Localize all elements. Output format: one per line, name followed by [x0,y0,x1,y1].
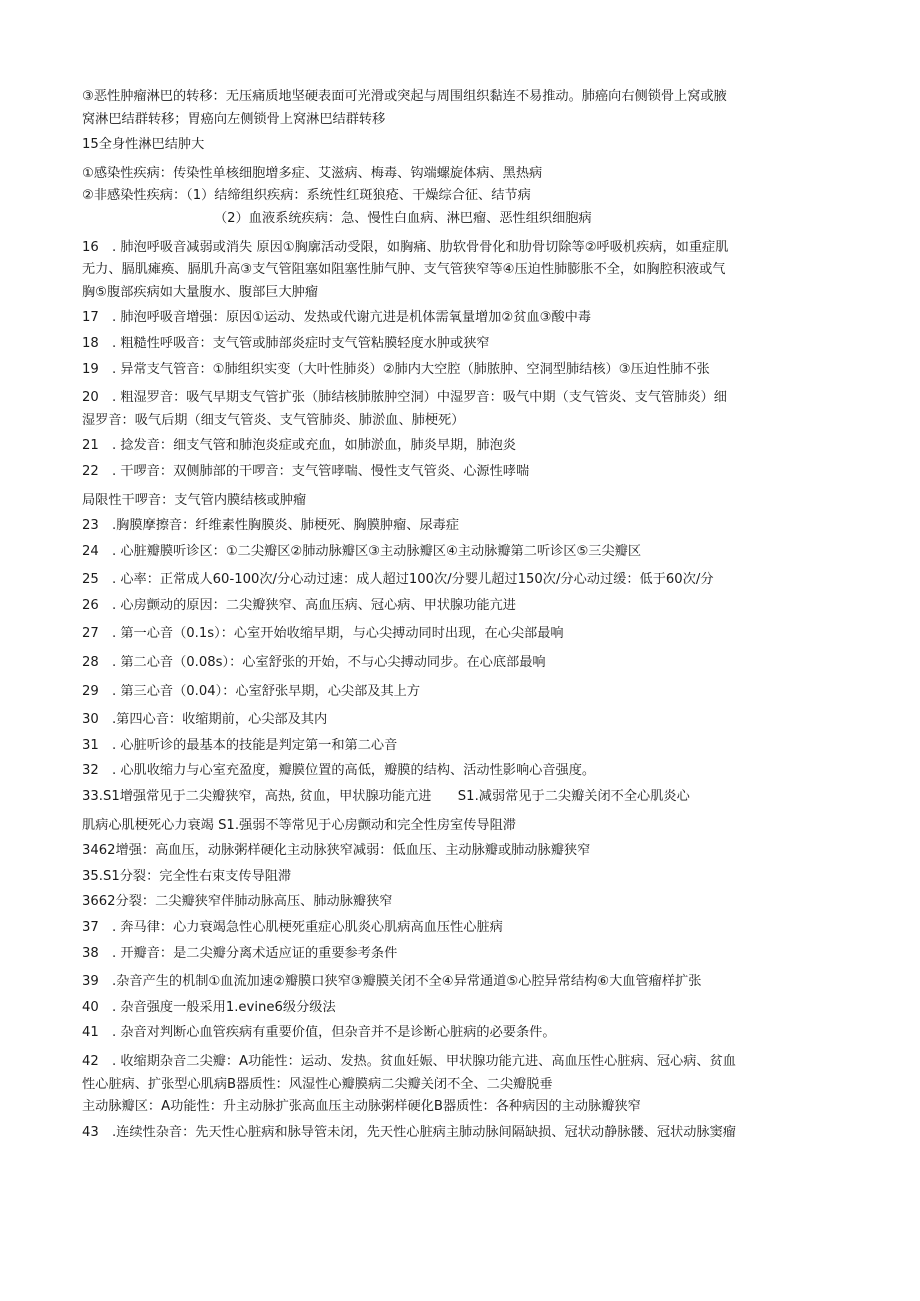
text-line: 26 . 心房颤动的原因：二尖瓣狭窄、高血压病、冠心病、甲状腺功能亢进 [82,597,516,613]
text-line: 24 . 心脏瓣膜听诊区：①二尖瓣区②肺动脉瓣区③主动脉瓣区④主动脉瓣第二听诊区⑤三尖瓣区 [82,543,642,559]
text-line: 43 .连续性杂音：先天性心脏病和脉导管未闭，先天性心脏病主肺动脉间隔缺损、冠状动静脉髅、冠状动脉窦瘤 [82,1124,736,1140]
text-line: 38 . 开瓣音：是二尖瓣分离术适应证的重要参考条件 [82,945,398,961]
text-line: 肌病心肌梗死心力衰竭 S1.强弱不等常见于心房颤动和完全性房室传导阻滞 [82,817,516,833]
text-line: 23 .胸膜摩擦音：纤维素性胸膜炎、肺梗死、胸膜肿瘤、尿毒症 [82,518,460,534]
text-line: ①感染性疾病：传染性单核细胞增多症、艾滋病、梅毒、钩端螺旋体病、黑热病 [82,165,543,181]
text-line: 20 . 粗湿罗音：吸气早期支气管扩张（肺结核肺脓肿空洞）中湿罗音：吸气中期（支气管炎、支气管肺炎）细 [82,390,727,406]
text-line: 25 . 心率：正常成人60-100次/分心动过速：成人超过100次/分婴儿超过150次/分心动过缓：低于60次/分 [82,572,714,588]
text-line: 16 . 肺泡呼吸音减弱或消失 原因①胸廓活动受限，如胸痛、肋软骨骨化和肋骨切除等②呼吸机疾病，如重症肌 [82,239,729,255]
text-line: 17 . 肺泡呼吸音增强：原因①运动、发热或代谢亢进是机体需氧量增加②贫血③酸中毒 [82,310,592,326]
text-line: 局限性干啰音：支气管内膜结核或肿瘤 [82,492,307,508]
text-line: 性心脏病、扩张型心肌病B器质性：风湿性心瓣膜病二尖瓣关闭不全、二尖瓣脱垂 [82,1076,553,1092]
text-line: （2）血液系统疾病：急、慢性白血病、淋巴瘤、恶性组织细胞病 [214,210,592,226]
text-line: ③恶性肿瘤淋巴的转移：无压痛质地坚硬表面可光滑或突起与周围组织黏连不易推动。肺癌向右侧锁骨上窝或腋 [82,89,727,104]
text-line: 18 . 粗糙性呼吸音：支气管或肺部炎症时支气管粘膜轻度水肿或狭窄 [82,335,490,351]
text-line: 35.S1分裂：完全性右束支传导阻滞 [82,868,292,884]
text-line: 37 . 奔马律：心力衰竭急性心肌梗死重症心肌炎心肌病高血压性心脏病 [82,920,503,935]
text-line: 30 .第四心音：收缩期前，心尖部及其内 [82,712,328,728]
text-line: 28 . 第二心音（0.08s）：心室舒张的开始，不与心尖搏动同步。在心底部最响 [82,655,546,671]
document-page [82,86,842,1144]
text-line: 湿罗音：吸气后期（细支气管炎、支气管肺炎、肺淤血、肺梗死） [82,412,465,428]
text-line: 33.S1增强常见于二尖瓣狭窄，高热, 贫血，甲状腺功能亢进 S1.减弱常见于二尖瓣关闭不全心肌炎心 [82,789,690,805]
text-line: 22 . 干啰音：双侧肺部的干啰音：支气管哮喘、慢性支气管炎、心源性哮喘 [82,463,530,479]
text-line: 胸⑤腹部疾病如大量腹水、腹部巨大肿瘤 [82,284,319,300]
text-line: 27 . 第一心音（0.1s）：心室开始收缩早期，与心尖搏动同时出现，在心尖部最响 [82,626,564,642]
text-line: 21 . 捻发音：细支气管和肺泡炎症或充血，如肺淤血，肺炎早期，肺泡炎 [82,438,516,454]
text-line: 3662分裂：二尖瓣狭窄伴肺动脉高压、肺动脉瓣狭窄 [82,894,393,910]
text-line: 窝淋巴结群转移；胃癌向左侧锁骨上窝淋巴结群转移 [82,111,386,127]
text-line: 42 . 收缩期杂音二尖瓣：A功能性：运动、发热。贫血妊娠、甲状腺功能亢进、高血压性心脏病、冠心病、贫血 [82,1053,736,1069]
text-line: 39 .杂音产生的机制①血流加速②瓣膜口狭窄③瓣膜关闭不全④异常通道⑤心腔异常结构⑥大血管瘤样扩张 [82,974,702,990]
text-line: 32 . 心肌收缩力与心室充盈度，瓣膜位置的高低，瓣膜的结构、活动性影响心音强度。 [82,763,596,779]
section-heading: 15全身性淋巴结肿大 [82,137,205,153]
text-line: 3462增强：高血压，动脉粥样硬化主动脉狭窄减弱：低血压、主动脉瓣或肺动脉瓣狭窄 [82,843,591,859]
text-line: 主动脉瓣区：A功能性：升主动脉扩张高血压主动脉粥样硬化B器质性：各种病因的主动脉瓣狭窄 [82,1099,641,1115]
text-line: ②非感染性疾病：（1）结缔组织疾病：系统性红斑狼疮、干燥综合征、结节病 [82,188,531,204]
text-line: 41 . 杂音对判断心血管疾病有重要价值，但杂音并不是诊断心脏病的必要条件。 [82,1025,556,1041]
text-line: 无力、膈肌瘫痪、膈肌升高③支气管阻塞如阻塞性肺气肿、支气管狭窄等④压迫性肺膨胀不全，如胸腔积液或气 [82,262,726,278]
text-line: 19 . 异常支气管音：①肺组织实变（大叶性肺炎）②肺内大空腔（肺脓肿、空洞型肺结核）③压迫性肺不张 [82,361,710,377]
text-line: 29 . 第三心音（0.04）：心室舒张早期，心尖部及其上方 [82,683,421,699]
text-line: 31 . 心脏听诊的最基本的技能是判定第一和第二心音 [82,737,398,753]
text-line: 40 . 杂音强度一般采用1.evine6级分级法 [82,999,336,1015]
